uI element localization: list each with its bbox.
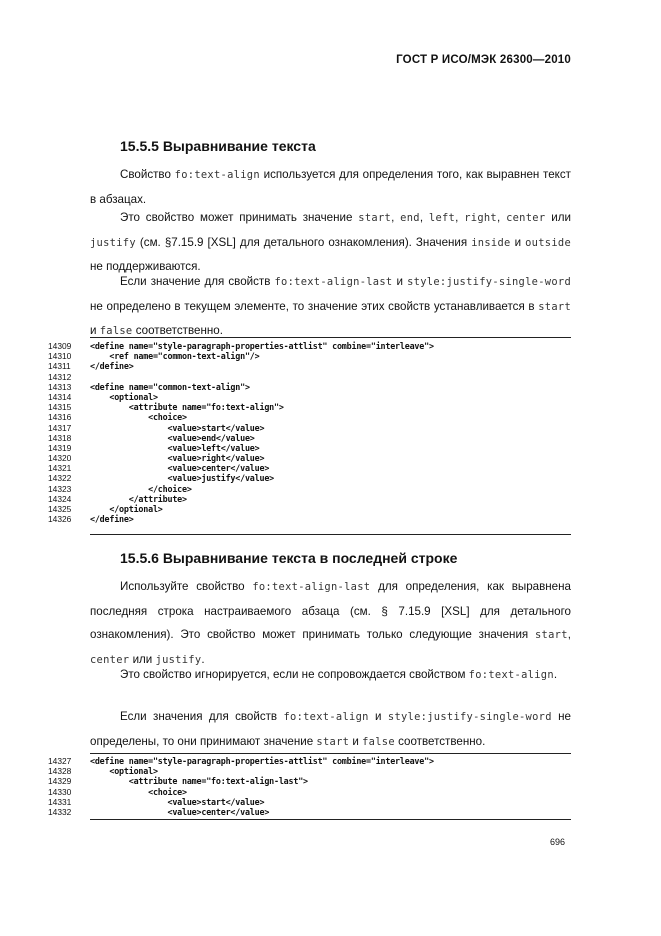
code-text: <value>start</value> bbox=[90, 422, 265, 433]
code-text: <value>left</value> bbox=[90, 442, 260, 453]
code-text: <choice> bbox=[90, 786, 187, 797]
code-text: </attribute> bbox=[90, 493, 187, 504]
code-line bbox=[48, 402, 578, 412]
code-text: <define name="style-paragraph-properties-attlist" combine="interleave"> bbox=[90, 756, 434, 766]
paragraph: Это свойство может принимать значение start, end, left, right, center или justify (см. §7.15.9 [XSL] для детального ознакомления). Значения inside и outside не поддерживаются. bbox=[90, 211, 572, 273]
code-text: <attribute name="fo:text-align"> bbox=[90, 402, 284, 413]
line-number: 14328 bbox=[48, 766, 72, 777]
code-line bbox=[48, 341, 578, 351]
code-line bbox=[48, 443, 578, 453]
line-number: 14326 bbox=[48, 514, 72, 525]
code-text: <ref name="common-text-align"/> bbox=[90, 351, 260, 362]
code-line bbox=[48, 382, 578, 392]
code-text: <attribute name="fo:text-align-last"> bbox=[90, 776, 308, 787]
code-listing-2 bbox=[48, 756, 578, 817]
code-line bbox=[48, 776, 578, 786]
code-line bbox=[48, 351, 578, 361]
line-number: 14331 bbox=[48, 796, 72, 807]
code-line bbox=[48, 484, 578, 494]
document-header: ГОСТ Р ИСО/МЭК 26300—2010 bbox=[396, 54, 571, 66]
line-number: 14329 bbox=[48, 776, 72, 787]
code-text: </optional> bbox=[90, 504, 163, 514]
code-line bbox=[48, 494, 578, 504]
code-text: </define> bbox=[90, 514, 134, 525]
line-number: 14322 bbox=[48, 473, 72, 484]
line-number: 14310 bbox=[48, 351, 72, 362]
paragraph: Свойство fo:text-align используется для определения того, как выравнен текст в абзацах. bbox=[90, 168, 571, 206]
line-number: 14311 bbox=[48, 361, 71, 372]
line-number: 14323 bbox=[48, 483, 72, 494]
line-number: 14315 bbox=[48, 402, 72, 413]
code-text: </choice> bbox=[90, 483, 192, 494]
code-line bbox=[48, 453, 578, 463]
code-line bbox=[48, 463, 578, 473]
code-line bbox=[48, 433, 578, 443]
code-block-rule-top bbox=[90, 337, 571, 338]
paragraph: Это свойство игнорируется, если не сопровождается свойством fo:text-align. bbox=[120, 668, 558, 681]
line-number: 14325 bbox=[48, 504, 72, 514]
section-heading-15-5-5: 15.5.5 Выравнивание текста bbox=[120, 138, 316, 154]
line-number: 14316 bbox=[48, 412, 72, 423]
code-text: <value>right</value> bbox=[90, 453, 265, 464]
section-heading-15-5-6: 15.5.6 Выравнивание текста в последней строке bbox=[120, 550, 458, 566]
code-text: <value>center</value> bbox=[90, 806, 270, 817]
code-line bbox=[48, 423, 578, 433]
line-number: 14332 bbox=[48, 806, 72, 817]
paragraph: Если значение для свойств fo:text-align-last и style:justify-single-word не определено в текущем элементе, то значение этих свойств устанавливается в start и false соответственно. bbox=[90, 275, 572, 337]
code-line bbox=[48, 787, 578, 797]
code-block-rule-top bbox=[90, 753, 571, 754]
code-block-rule-bottom bbox=[90, 534, 571, 535]
code-line bbox=[48, 807, 578, 817]
paragraph: Используйте свойство fo:text-align-last для определения, как выравнена последняя строка настраиваемого абзаца (см. § 7.15.9 [XSL] для детального ознакомления). Это свойство может принимать только следующие значения start, center или justify. bbox=[90, 580, 571, 666]
code-text: <value>end</value> bbox=[90, 432, 255, 443]
code-line bbox=[48, 766, 578, 776]
line-number: 14324 bbox=[48, 493, 72, 504]
code-line bbox=[48, 797, 578, 807]
line-number: 14319 bbox=[48, 442, 72, 453]
code-text: <value>start</value> bbox=[90, 796, 265, 807]
line-number: 14309 bbox=[48, 341, 72, 351]
code-line bbox=[48, 412, 578, 422]
code-line bbox=[48, 473, 578, 483]
code-line bbox=[48, 514, 578, 524]
code-block-rule-bottom bbox=[90, 819, 571, 820]
line-number: 14317 bbox=[48, 422, 72, 433]
line-number: 14312 bbox=[48, 371, 72, 382]
line-number: 14314 bbox=[48, 391, 72, 402]
line-number: 14318 bbox=[48, 432, 72, 443]
code-text: <optional> bbox=[90, 391, 158, 402]
code-text: <choice> bbox=[90, 412, 187, 423]
page-number: 696 bbox=[549, 837, 565, 847]
code-line bbox=[48, 504, 578, 514]
code-line bbox=[48, 392, 578, 402]
code-text: </define> bbox=[90, 361, 134, 372]
code-text: <optional> bbox=[90, 766, 158, 777]
code-listing-1 bbox=[48, 341, 578, 524]
code-line bbox=[48, 756, 578, 766]
code-text: <define name="style-paragraph-properties-attlist" combine="interleave"> bbox=[90, 341, 434, 351]
line-number: 14320 bbox=[48, 453, 72, 464]
line-number: 14330 bbox=[48, 786, 72, 797]
code-line bbox=[48, 361, 578, 371]
code-text: <value>justify</value> bbox=[90, 473, 275, 484]
line-number: 14327 bbox=[48, 756, 72, 766]
line-number: 14321 bbox=[48, 463, 72, 474]
line-number: 14313 bbox=[48, 381, 72, 392]
paragraph: Если значения для свойств fo:text-align и style:justify-single-word не определены, то они принимают значение start и false соответственно. bbox=[90, 710, 572, 748]
code-text: <value>center</value> bbox=[90, 463, 270, 474]
code-text: <define name="common-text-align"> bbox=[90, 381, 250, 392]
code-line bbox=[48, 372, 578, 382]
